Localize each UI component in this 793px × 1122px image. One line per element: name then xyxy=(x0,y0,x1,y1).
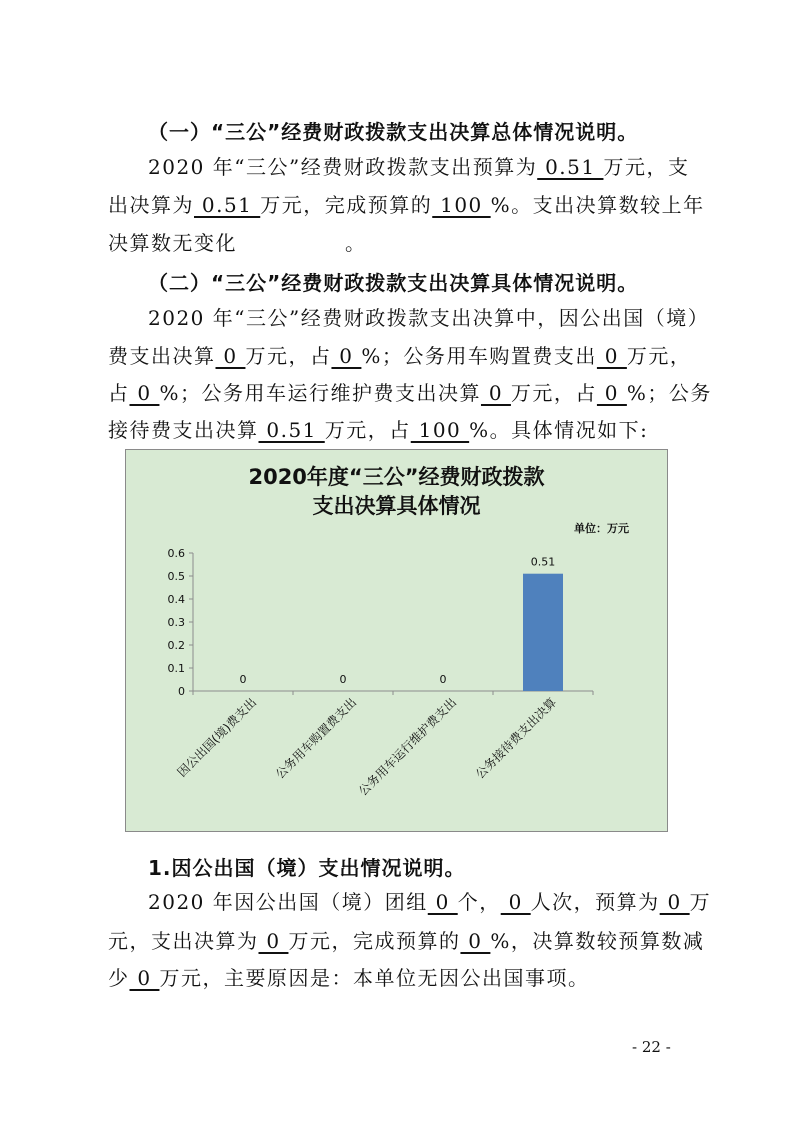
section3-line1 xyxy=(148,890,711,914)
text: 费支出决算 xyxy=(108,344,216,368)
section1-line3 xyxy=(108,231,367,255)
section2-line2 xyxy=(108,344,691,368)
value: 0 xyxy=(500,890,531,914)
text: 人次，预算为 xyxy=(530,890,660,914)
section3-line3 xyxy=(108,966,589,990)
text: 少 xyxy=(108,966,130,990)
text: 万元，主要原因是：本单位无因公出国事项。 xyxy=(159,966,590,990)
data-label-2: 0 xyxy=(339,673,347,686)
chart-plot xyxy=(125,449,668,832)
text: %；公务用车购置费支出 xyxy=(361,344,597,368)
value: 0 xyxy=(427,890,458,914)
text: 决算数无变化 xyxy=(108,231,237,255)
budget-value: 0.51 xyxy=(537,155,604,179)
value: 0 xyxy=(129,966,160,990)
x-axis xyxy=(174,691,593,798)
data-label-4: 0.51 xyxy=(530,555,556,569)
text: %。具体情况如下: xyxy=(469,418,649,442)
y-axis xyxy=(168,547,194,698)
text: 占 xyxy=(108,381,130,405)
text: 2020 年“三公”经费财政拨款支出预算为 xyxy=(148,155,538,179)
y-tick-label: 0.5 xyxy=(167,570,185,583)
text: 元，支出决算为 xyxy=(108,929,259,953)
bar-4 xyxy=(523,574,563,691)
y-tick-label: 0.6 xyxy=(167,547,185,560)
text: %；公务用车运行维护费支出决算 xyxy=(159,381,481,405)
text: 万 xyxy=(689,890,712,914)
value: 0.51 xyxy=(258,418,325,442)
x-category-label-3: 公务用车运行维护费支出 xyxy=(355,695,460,799)
y-tick-label: 0.4 xyxy=(167,593,185,606)
section1-line2 xyxy=(108,193,705,217)
value: 100 xyxy=(410,418,470,442)
text: 万元，完成预算的 xyxy=(260,193,433,217)
chart-title-line1: 2020年度“三公”经费财政拨款 xyxy=(248,465,545,489)
section3-heading: 1.因公出国（境）支出情况说明。 xyxy=(148,856,466,880)
y-tick-label: 0.2 xyxy=(167,639,185,652)
text: %，决算数较预算数减 xyxy=(490,929,705,953)
bars xyxy=(240,556,564,691)
text: 出决算为 xyxy=(108,193,194,217)
chart-unit-label: 单位：万元 xyxy=(574,522,629,535)
value: 0 xyxy=(460,929,491,953)
section2-line3 xyxy=(108,381,712,405)
completion-rate: 100 xyxy=(432,193,491,217)
section3-line2 xyxy=(108,929,704,953)
text: 万元，占 xyxy=(510,381,597,405)
text: 2020 年因公出国（境）团组 xyxy=(148,890,428,914)
data-label-3: 0 xyxy=(439,673,447,686)
data-label-1: 0 xyxy=(239,673,247,686)
value: 0 xyxy=(596,344,627,368)
text: 万元，完成预算的 xyxy=(288,929,461,953)
text: %；公务 xyxy=(626,381,712,405)
section2-heading: （二）“三公”经费财政拨款支出决算具体情况说明。 xyxy=(148,271,639,295)
value: 0 xyxy=(129,381,160,405)
page-number: - 22 - xyxy=(632,1038,671,1056)
value: 0 xyxy=(331,344,362,368)
text: 。 xyxy=(345,231,367,255)
x-category-label-2: 公务用车购置费支出 xyxy=(272,695,360,782)
text: 万元， xyxy=(626,344,692,368)
section2-line1: 2020 年“三公”经费财政拨款支出决算中，因公出国（境） xyxy=(148,306,710,330)
text: 个， xyxy=(457,890,501,914)
text: 接待费支出决算 xyxy=(108,418,259,442)
chart-title-line2: 支出决算具体情况 xyxy=(312,494,481,518)
value: 0 xyxy=(596,381,627,405)
x-category-label-1: 因公出国(境)费支出 xyxy=(174,695,260,780)
y-tick-label: 0.3 xyxy=(167,616,185,629)
text: 万元，支 xyxy=(603,155,690,179)
value: 0 xyxy=(659,890,690,914)
value: 0 xyxy=(480,381,511,405)
value: 0 xyxy=(258,929,289,953)
section1-line1 xyxy=(148,155,689,179)
y-tick-label: 0.1 xyxy=(167,662,185,675)
y-tick-label: 0 xyxy=(178,685,185,698)
x-category-label-4: 公务接待费支出决算 xyxy=(472,695,560,782)
actual-value: 0.51 xyxy=(194,193,261,217)
text: 万元，占 xyxy=(324,418,411,442)
section2-line4 xyxy=(108,418,648,442)
value: 0 xyxy=(215,344,246,368)
section1-heading: （一）“三公”经费财政拨款支出决算总体情况说明。 xyxy=(148,120,639,144)
text: 万元，占 xyxy=(245,344,332,368)
text: %。支出决算数较上年 xyxy=(490,193,705,217)
